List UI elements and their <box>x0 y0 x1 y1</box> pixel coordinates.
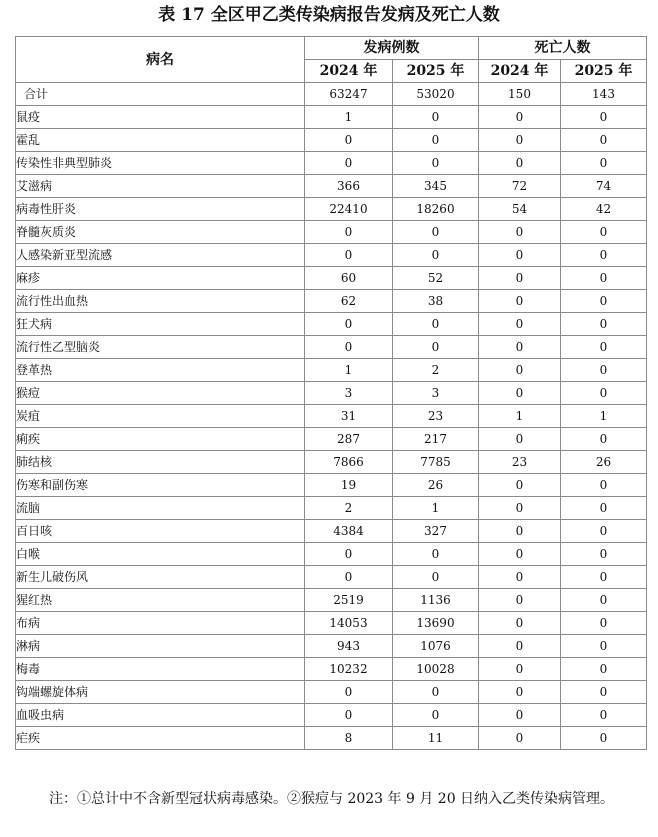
table-row <box>16 727 647 750</box>
disease-name-cell: 痢疾 <box>16 428 305 451</box>
deaths-2024-cell: 0 <box>479 382 561 405</box>
cases-2025-cell: 1 <box>393 497 479 520</box>
cases-2025-cell: 23 <box>393 405 479 428</box>
cases-2025-cell: 10028 <box>393 658 479 681</box>
deaths-2024-cell: 0 <box>479 428 561 451</box>
cases-2024-cell: 60 <box>305 267 393 290</box>
disease-name-cell: 炭疽 <box>16 405 305 428</box>
cases-2024-cell: 1 <box>305 359 393 382</box>
disease-name-cell: 传染性非典型肺炎 <box>16 152 305 175</box>
deaths-2025-cell: 143 <box>561 83 647 106</box>
table-row <box>16 175 647 198</box>
table-row <box>16 129 647 152</box>
deaths-2024-cell: 23 <box>479 451 561 474</box>
deaths-2025-cell: 0 <box>561 497 647 520</box>
disease-name-cell: 病毒性肝炎 <box>16 198 305 221</box>
deaths-2025-cell: 0 <box>561 129 647 152</box>
cases-2025-cell: 7785 <box>393 451 479 474</box>
disease-name-cell: 脊髓灰质炎 <box>16 221 305 244</box>
deaths-2024-cell: 0 <box>479 267 561 290</box>
deaths-2024-cell: 0 <box>479 313 561 336</box>
deaths-2024-cell: 0 <box>479 497 561 520</box>
cases-2024-cell: 0 <box>305 152 393 175</box>
table-row <box>16 681 647 704</box>
table-row <box>16 313 647 336</box>
disease-name-cell: 淋病 <box>16 635 305 658</box>
table-row <box>16 405 647 428</box>
deaths-2024-cell: 0 <box>479 612 561 635</box>
disease-name-cell: 百日咳 <box>16 520 305 543</box>
table-row <box>16 497 647 520</box>
deaths-2024-cell: 0 <box>479 244 561 267</box>
deaths-2025-cell: 0 <box>561 152 647 175</box>
cases-2025-cell: 0 <box>393 106 479 129</box>
deaths-2025-cell: 74 <box>561 175 647 198</box>
cases-2025-cell: 0 <box>393 681 479 704</box>
header-deaths-group: 死亡人数 <box>479 37 647 60</box>
cases-2025-cell: 0 <box>393 704 479 727</box>
cases-2025-cell: 52 <box>393 267 479 290</box>
cases-2025-cell: 345 <box>393 175 479 198</box>
table-row <box>16 267 647 290</box>
cases-2024-cell: 22410 <box>305 198 393 221</box>
cases-2025-cell: 0 <box>393 336 479 359</box>
disease-name-cell: 霍乱 <box>16 129 305 152</box>
cases-2025-cell: 0 <box>393 313 479 336</box>
deaths-2024-cell: 0 <box>479 152 561 175</box>
deaths-2024-cell: 0 <box>479 658 561 681</box>
disease-name-cell: 疟疾 <box>16 727 305 750</box>
disease-name-cell: 新生儿破伤风 <box>16 566 305 589</box>
table-row <box>16 382 647 405</box>
deaths-2025-cell: 0 <box>561 382 647 405</box>
cases-2025-cell: 3 <box>393 382 479 405</box>
cases-2025-cell: 18260 <box>393 198 479 221</box>
cases-2025-cell: 26 <box>393 474 479 497</box>
cases-2024-cell: 19 <box>305 474 393 497</box>
deaths-2025-cell: 0 <box>561 267 647 290</box>
deaths-2024-cell: 0 <box>479 129 561 152</box>
table-row <box>16 704 647 727</box>
deaths-2025-cell: 42 <box>561 198 647 221</box>
table-row <box>16 290 647 313</box>
cases-2025-cell: 0 <box>393 152 479 175</box>
deaths-2024-cell: 0 <box>479 106 561 129</box>
table-row <box>16 221 647 244</box>
deaths-2024-cell: 72 <box>479 175 561 198</box>
disease-name-cell: 麻疹 <box>16 267 305 290</box>
deaths-2025-cell: 0 <box>561 681 647 704</box>
deaths-2025-cell: 0 <box>561 244 647 267</box>
disease-name-cell: 艾滋病 <box>16 175 305 198</box>
deaths-2024-cell: 150 <box>479 83 561 106</box>
table-row <box>16 152 647 175</box>
header-cases-group: 发病例数 <box>305 37 479 60</box>
deaths-2024-cell: 0 <box>479 681 561 704</box>
deaths-2025-cell: 0 <box>561 221 647 244</box>
table-row <box>16 106 647 129</box>
cases-2024-cell: 0 <box>305 313 393 336</box>
header-disease-name: 病名 <box>16 37 305 83</box>
deaths-2025-cell: 1 <box>561 405 647 428</box>
deaths-2025-cell: 0 <box>561 313 647 336</box>
disease-name-cell: 钩端螺旋体病 <box>16 681 305 704</box>
deaths-2025-cell: 0 <box>561 428 647 451</box>
deaths-2025-cell: 26 <box>561 451 647 474</box>
cases-2024-cell: 14053 <box>305 612 393 635</box>
cases-2025-cell: 11 <box>393 727 479 750</box>
cases-2025-cell: 1136 <box>393 589 479 612</box>
cases-2024-cell: 0 <box>305 543 393 566</box>
deaths-2025-cell: 0 <box>561 635 647 658</box>
table-row <box>16 566 647 589</box>
deaths-2025-cell: 0 <box>561 727 647 750</box>
disease-name-cell: 肺结核 <box>16 451 305 474</box>
cases-2025-cell: 0 <box>393 244 479 267</box>
deaths-2025-cell: 0 <box>561 543 647 566</box>
table-body <box>16 83 647 750</box>
cases-2024-cell: 943 <box>305 635 393 658</box>
cases-2024-cell: 287 <box>305 428 393 451</box>
cases-2024-cell: 0 <box>305 336 393 359</box>
deaths-2025-cell: 0 <box>561 359 647 382</box>
cases-2025-cell: 0 <box>393 129 479 152</box>
cases-2025-cell: 327 <box>393 520 479 543</box>
cases-2025-cell: 0 <box>393 566 479 589</box>
header-cases-2025: 2025 年 <box>393 60 479 83</box>
disease-name-cell: 猴痘 <box>16 382 305 405</box>
disease-name-cell: 狂犬病 <box>16 313 305 336</box>
deaths-2024-cell: 0 <box>479 221 561 244</box>
cases-2025-cell: 2 <box>393 359 479 382</box>
table-row <box>16 589 647 612</box>
deaths-2025-cell: 0 <box>561 290 647 313</box>
deaths-2025-cell: 0 <box>561 106 647 129</box>
cases-2024-cell: 3 <box>305 382 393 405</box>
cases-2024-cell: 1 <box>305 106 393 129</box>
cases-2024-cell: 62 <box>305 290 393 313</box>
header-deaths-2024: 2024 年 <box>479 60 561 83</box>
table-row <box>16 244 647 267</box>
disease-name-cell: 梅毒 <box>16 658 305 681</box>
deaths-2024-cell: 0 <box>479 359 561 382</box>
cases-2024-cell: 31 <box>305 405 393 428</box>
table-row <box>16 359 647 382</box>
disease-name-cell: 布病 <box>16 612 305 635</box>
table-title: 表 17 全区甲乙类传染病报告发病及死亡人数 <box>158 5 500 25</box>
disease-name-cell: 流行性出血热 <box>16 290 305 313</box>
deaths-2024-cell: 0 <box>479 566 561 589</box>
disease-name-cell: 伤寒和副伤寒 <box>16 474 305 497</box>
cases-2025-cell: 1076 <box>393 635 479 658</box>
cases-2024-cell: 4384 <box>305 520 393 543</box>
disease-name-cell: 登革热 <box>16 359 305 382</box>
cases-2025-cell: 0 <box>393 543 479 566</box>
disease-name-cell: 人感染新亚型流感 <box>16 244 305 267</box>
deaths-2025-cell: 0 <box>561 336 647 359</box>
table-row <box>16 543 647 566</box>
cases-2024-cell: 8 <box>305 727 393 750</box>
table-row <box>16 658 647 681</box>
disease-name-cell: 流行性乙型脑炎 <box>16 336 305 359</box>
deaths-2025-cell: 0 <box>561 658 647 681</box>
table-row <box>16 198 647 221</box>
cases-2024-cell: 366 <box>305 175 393 198</box>
disease-name-cell: 流脑 <box>16 497 305 520</box>
deaths-2024-cell: 0 <box>479 336 561 359</box>
disease-name-cell: 合计 <box>16 83 305 106</box>
cases-2024-cell: 0 <box>305 566 393 589</box>
table-row <box>16 474 647 497</box>
cases-2024-cell: 0 <box>305 221 393 244</box>
deaths-2025-cell: 0 <box>561 612 647 635</box>
cases-2025-cell: 53020 <box>393 83 479 106</box>
deaths-2024-cell: 0 <box>479 727 561 750</box>
deaths-2025-cell: 0 <box>561 474 647 497</box>
table-row <box>16 520 647 543</box>
cases-2025-cell: 0 <box>393 221 479 244</box>
cases-2024-cell: 2519 <box>305 589 393 612</box>
disease-name-cell: 血吸虫病 <box>16 704 305 727</box>
cases-2024-cell: 10232 <box>305 658 393 681</box>
deaths-2025-cell: 0 <box>561 566 647 589</box>
deaths-2024-cell: 54 <box>479 198 561 221</box>
disease-name-cell: 猩红热 <box>16 589 305 612</box>
deaths-2024-cell: 0 <box>479 474 561 497</box>
deaths-2024-cell: 1 <box>479 405 561 428</box>
cases-2025-cell: 38 <box>393 290 479 313</box>
deaths-2024-cell: 0 <box>479 543 561 566</box>
table-row <box>16 336 647 359</box>
cases-2024-cell: 0 <box>305 681 393 704</box>
deaths-2024-cell: 0 <box>479 520 561 543</box>
cases-2024-cell: 0 <box>305 244 393 267</box>
cases-2025-cell: 13690 <box>393 612 479 635</box>
footnote: 注：①总计中不含新型冠状病毒感染。②猴痘与 2023 年 9 月 20 日纳入乙类传染病管理。 <box>49 791 615 807</box>
deaths-2024-cell: 0 <box>479 704 561 727</box>
cases-2024-cell: 7866 <box>305 451 393 474</box>
cases-2024-cell: 2 <box>305 497 393 520</box>
disease-name-cell: 白喉 <box>16 543 305 566</box>
deaths-2025-cell: 0 <box>561 704 647 727</box>
table-row <box>16 451 647 474</box>
deaths-2024-cell: 0 <box>479 589 561 612</box>
header-deaths-2025: 2025 年 <box>561 60 647 83</box>
table-row <box>16 635 647 658</box>
cases-2024-cell: 63247 <box>305 83 393 106</box>
table-row <box>16 83 647 106</box>
deaths-2024-cell: 0 <box>479 635 561 658</box>
cases-2024-cell: 0 <box>305 129 393 152</box>
cases-2025-cell: 217 <box>393 428 479 451</box>
deaths-2024-cell: 0 <box>479 290 561 313</box>
disease-name-cell: 鼠疫 <box>16 106 305 129</box>
disease-stats-table <box>15 36 647 750</box>
deaths-2025-cell: 0 <box>561 520 647 543</box>
header-cases-2024: 2024 年 <box>305 60 393 83</box>
table-row <box>16 428 647 451</box>
deaths-2025-cell: 0 <box>561 589 647 612</box>
cases-2024-cell: 0 <box>305 704 393 727</box>
table-row <box>16 612 647 635</box>
